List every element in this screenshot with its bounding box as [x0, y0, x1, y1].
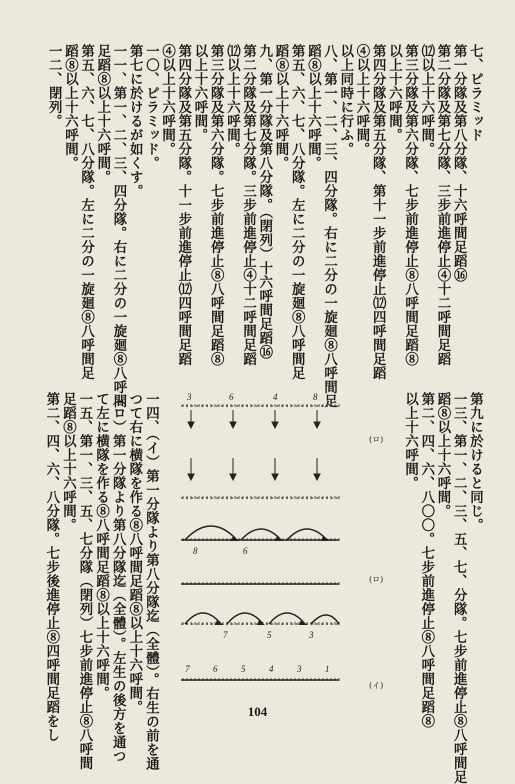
top-column-7: 第四分隊及第五分隊、第十一步前進停止⑿四呼間足蹈: [370, 44, 387, 380]
bottom-right-column-2: 一三、第一、二、三、五、七、分隊。七步前進停止⑧八呼間足: [451, 392, 468, 784]
top-column-4: ⑿以上十六呼間。: [418, 44, 435, 156]
row-bottom-number-6: 1: [325, 664, 330, 674]
top-column-3: 第二分隊及第七分隊、三步前進停止④十二呼間足蹈: [435, 44, 451, 366]
top-column-21: 一〇、ピラミッド。: [143, 44, 160, 170]
top-column-10: 八、第一、二、三、四分隊。右に二分の一旋廻⑧八呼間足: [321, 44, 338, 408]
top-column-11: 蹈⑧以上十六呼間。: [305, 44, 322, 170]
bottom-right-column-1: 第九に於けると同じ。: [467, 392, 484, 532]
diagram-label-mid: (ロ): [369, 575, 384, 584]
top-column-14: 九、第一分隊及第八分隊。（閉列）十六呼間足蹈⑯: [256, 44, 273, 360]
top-column-15: 第二分隊及第七分隊。三步前進停止④十二呼間足蹈: [240, 44, 257, 366]
row-bottom-number-5: 3: [297, 664, 302, 674]
top-column-26: 蹈⑧以上十六呼間。: [62, 44, 79, 170]
row-bottom-number-2: 6: [213, 664, 218, 674]
bottom-left-column-5: 一五、第一、三、五、七分隊（閉列）七步前進停止⑧八呼間: [77, 392, 93, 770]
bottom-left-column-6: 足蹈⑧以上十六呼間。: [60, 392, 77, 532]
bottom-left-column-7: 第二、四、六、八分隊。七步後進停止⑧四呼間足蹈をし: [43, 392, 60, 742]
bottom-left-column-4: て左に横隊を作る⑧八呼間足蹈⑧以上十六呼間。: [93, 392, 110, 700]
bottom-left-column-3: （ロ）第一分隊より第八分隊迄（全體）。左生の後方を通つ: [110, 392, 127, 764]
row-mid-number-4: 5: [267, 630, 272, 640]
top-column-23: 一一、第一、二、三、四分隊。右に二分の一旋廻⑧八呼間: [111, 44, 127, 408]
bottom-right-column-4: 第二、四、六、八〇〇。七步前進停止⑧八呼間足蹈⑧: [418, 392, 435, 728]
row-bottom-number-3: 5: [241, 664, 246, 674]
diagram-label-top: (ロ): [369, 435, 384, 444]
row-top-number-3: 4: [273, 392, 278, 402]
top-column-9: 以上同時に行ふ。: [337, 44, 354, 156]
top-column-19: 第四分隊及第五分隊。十一步前進停止⑿四呼間足蹈: [175, 44, 192, 366]
top-column-2: 第一分隊及第八分隊、十六呼間足蹈⑯: [451, 44, 468, 282]
top-column-22: 第七に於けるが如くす。: [127, 44, 144, 198]
top-column-18: 以上十六呼間。: [192, 44, 208, 142]
bottom-left-column-2: つて右に横隊を作る⑧八呼間足蹈⑧以上十六呼間。: [126, 392, 143, 714]
page-number: 104: [247, 704, 268, 719]
top-column-12: 第五、六、七、八分隊。左に二分の一旋廻⑧八呼間足: [289, 44, 306, 380]
bottom-right-column-5: 以上十六呼間。: [402, 392, 419, 490]
diagram-label-bottom: (イ): [369, 681, 384, 690]
top-column-1: 七、ピラミッド: [467, 44, 484, 142]
top-column-5: 第三分隊及第六分隊、七步前進停止⑧八呼間足蹈⑧: [402, 44, 419, 366]
bottom-left-column-1: 一四、（イ）第一分隊より第八分隊迄（全體）。右生の前を通: [143, 392, 160, 771]
formation-diagram: [163, 388, 408, 693]
row-mid-number-3: 7: [223, 630, 228, 640]
top-column-16: ⑿以上十六呼間。: [224, 44, 241, 156]
row-bottom-number-4: 4: [269, 664, 274, 674]
bottom-right-column-3: 蹈⑧以上十六呼間。: [435, 392, 451, 518]
row-mid-number-1: 8: [193, 546, 198, 556]
top-column-25: 第五、六、七、八分隊。左に二分の一旋廻⑧八呼間足: [78, 44, 95, 380]
row-bottom-number-1: 7: [185, 664, 190, 674]
row-top-number-2: 6: [229, 392, 234, 402]
row-mid-number-5: 3: [309, 630, 314, 640]
top-column-13: 蹈⑧以上十六呼間。: [273, 44, 289, 170]
top-column-20: ④以上十六呼間。: [159, 44, 176, 156]
top-column-8: ④以上十六呼間。: [354, 44, 370, 156]
top-column-24: 足蹈⑧以上十六呼間。: [94, 44, 111, 184]
row-top-number-4: 8: [313, 392, 318, 402]
top-column-17: 第三分隊及第六分隊。七步前進停止⑧八呼間足蹈⑧: [208, 44, 225, 366]
row-mid-number-2: 6: [243, 546, 248, 556]
top-column-6: 以上十六呼間。: [386, 44, 403, 142]
row-top-number-1: 3: [187, 392, 192, 402]
top-column-27: 一二、閉列。: [46, 44, 63, 128]
